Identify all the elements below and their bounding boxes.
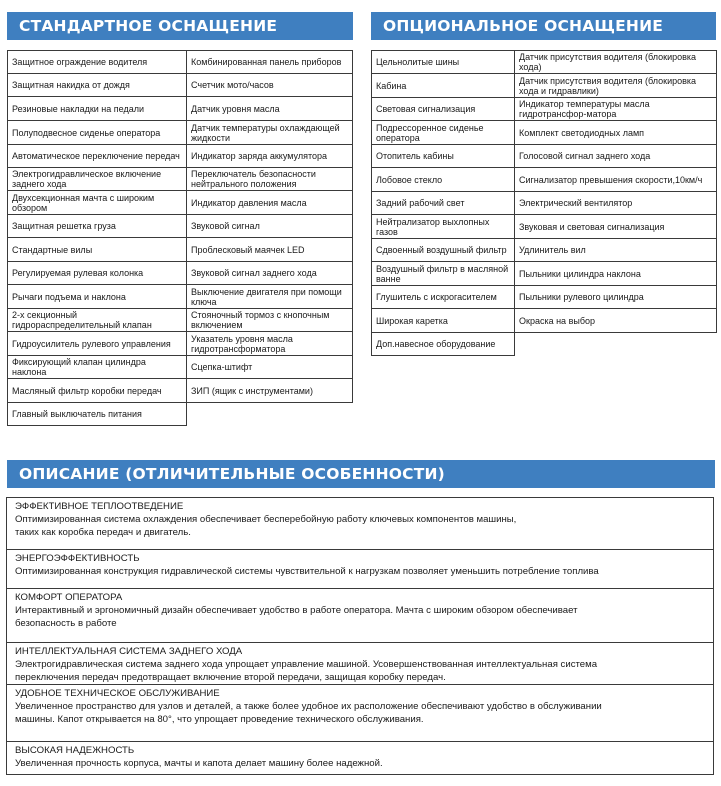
table-row xyxy=(372,98,717,121)
table-cell: Окраска на выбор xyxy=(515,309,717,333)
feature-title: ЭНЕРГОЭФФЕКТИВНОСТЬ xyxy=(15,553,140,564)
feature-section xyxy=(7,642,713,684)
description-box xyxy=(6,497,714,775)
table-row xyxy=(372,262,717,286)
table-cell: Стандартные вилы xyxy=(8,238,187,262)
table-cell: Электрогидравлическое включение заднего хода xyxy=(8,168,187,191)
feature-title: ВЫСОКАЯ НАДЕЖНОСТЬ xyxy=(15,745,135,756)
table-cell: Стояночный тормоз с кнопочным включением xyxy=(187,309,353,332)
table-cell: Масляный фильтр коробки передач xyxy=(8,379,187,403)
table-cell: Сигнализатор превышения скорости,10км/ч xyxy=(515,168,717,192)
feature-title: КОМФОРТ ОПЕРАТОРА xyxy=(15,592,123,603)
table-cell: Датчик присутствия водителя (блокировка хода) xyxy=(515,51,717,74)
table-row xyxy=(8,145,353,168)
feature-section xyxy=(7,549,713,588)
table-cell: Электрический вентилятор xyxy=(515,192,717,215)
table-cell: Сдвоенный воздушный фильтр xyxy=(372,239,515,262)
table-cell: Полуподвесное сиденье оператора xyxy=(8,121,187,145)
feature-section xyxy=(7,588,713,642)
table-row xyxy=(372,168,717,192)
table-row xyxy=(372,192,717,215)
table-cell: Регулируемая рулевая колонка xyxy=(8,262,187,285)
table-row xyxy=(372,121,717,145)
table-row xyxy=(8,97,353,121)
table-row xyxy=(8,309,353,332)
table-row xyxy=(8,262,353,285)
feature-section xyxy=(7,684,713,741)
table-row xyxy=(372,215,717,239)
table-cell: Датчик уровня масла xyxy=(187,97,353,121)
table-cell: Отопитель кабины xyxy=(372,145,515,168)
table-cell: Удлинитель вил xyxy=(515,239,717,262)
table-row xyxy=(372,145,717,168)
table-row xyxy=(8,332,353,356)
feature-text: Увеличенное пространство для узлов и деталей, а также более удобное их расположение обеспечивают удобство в обслуживании xyxy=(15,701,602,712)
table-cell: Лобовое стекло xyxy=(372,168,515,192)
table-cell: Звуковой сигнал заднего хода xyxy=(187,262,353,285)
table-row xyxy=(8,215,353,238)
table-cell: Пыльники рулевого цилиндра xyxy=(515,286,717,309)
optional-equipment-table xyxy=(371,50,717,356)
table-row xyxy=(372,74,717,98)
table-row xyxy=(8,403,353,426)
table-cell: Задний рабочий свет xyxy=(372,192,515,215)
feature-section xyxy=(7,498,713,549)
feature-text: переключения передач предотвращает включение второй передачи, защищая коробку передач. xyxy=(15,672,446,683)
table-row xyxy=(372,51,717,74)
table-cell: Комбинированная панель приборов xyxy=(187,51,353,74)
table-row xyxy=(8,285,353,309)
description-header: ОПИСАНИЕ (ОТЛИЧИТЕЛЬНЫЕ ОСОБЕННОСТИ) xyxy=(7,460,715,488)
table-cell: Нейтрализатор выхлопных газов xyxy=(372,215,515,239)
feature-text: таких как коробка передач и двигатель. xyxy=(15,527,191,538)
feature-title: ИНТЕЛЛЕКТУАЛЬНАЯ СИСТЕМА ЗАДНЕГО ХОДА xyxy=(15,646,243,657)
feature-text: Оптимизированная конструкция гидравлической системы чувствительной к нагрузкам позволяет уменьшить потребление топлива xyxy=(15,566,599,577)
table-row xyxy=(8,379,353,403)
table-cell: Световая сигнализация xyxy=(372,98,515,121)
table-cell: Датчик присутствия водителя (блокировка хода и гидравлики) xyxy=(515,74,717,98)
table-cell: Доп.навесное оборудование xyxy=(372,333,515,356)
standard-equipment-table xyxy=(7,50,353,426)
table-cell: Индикатор давления масла xyxy=(187,191,353,215)
table-cell: Индикатор температуры масла гидротрансфор-матора xyxy=(515,98,717,121)
table-cell xyxy=(515,333,717,356)
table-row xyxy=(8,238,353,262)
feature-text: Электрогидравлическая система заднего хода упрощает управление машиной. Усовершенствованная интеллектуальная система xyxy=(15,659,598,670)
table-row xyxy=(8,121,353,145)
table-cell: Главный выключатель питания xyxy=(8,403,187,426)
standard-equipment-header: СТАНДАРТНОЕ ОСНАЩЕНИЕ xyxy=(7,12,353,40)
table-cell: Проблесковый маячек LED xyxy=(187,238,353,262)
table-cell: Сцепка-штифт xyxy=(187,356,353,379)
table-row xyxy=(372,286,717,309)
feature-text: безопасность в работе xyxy=(15,618,117,629)
table-cell: Подрессоренное сиденье оператора xyxy=(372,121,515,145)
table-cell: Резиновые накладки на педали xyxy=(8,97,187,121)
table-row xyxy=(8,191,353,215)
table-cell: Защитная решетка груза xyxy=(8,215,187,238)
table-row xyxy=(8,356,353,379)
table-cell: Счетчик мото/часов xyxy=(187,74,353,97)
feature-text: Оптимизированная система охлаждения обеспечивает бесперебойную работу ключевых компонентов машины, xyxy=(15,514,517,525)
table-cell xyxy=(187,403,353,426)
table-cell: Указатель уровня масла гидротрансформатора xyxy=(187,332,353,356)
feature-title: УДОБНОЕ ТЕХНИЧЕСКОЕ ОБСЛУЖИВАНИЕ xyxy=(15,688,220,699)
table-cell: Пыльники цилиндра наклона xyxy=(515,262,717,286)
feature-text: Увеличенная прочность корпуса, мачты и капота делает машину более надежной. xyxy=(15,758,383,769)
table-cell: 2-х секционный гидрораспределительный клапан xyxy=(8,309,187,332)
table-cell: Гидроусилитель рулевого управления xyxy=(8,332,187,356)
table-cell: Звуковой сигнал xyxy=(187,215,353,238)
feature-section xyxy=(7,741,713,776)
feature-title: ЭФФЕКТИВНОЕ ТЕПЛООТВЕДЕНИЕ xyxy=(15,501,184,512)
feature-text: Интерактивный и эргономичный дизайн обеспечивает удобство в работе оператора. Мачта с широким обзором обеспечивает xyxy=(15,605,578,616)
table-cell: Комплект светодиодных ламп xyxy=(515,121,717,145)
table-cell: Автоматическое переключение передач xyxy=(8,145,187,168)
table-row xyxy=(8,168,353,191)
table-cell: Переключатель безопасности нейтрального положения xyxy=(187,168,353,191)
table-cell: Глушитель с искрогасителем xyxy=(372,286,515,309)
table-cell: Кабина xyxy=(372,74,515,98)
table-cell: Цельнолитые шины xyxy=(372,51,515,74)
optional-equipment-header: ОПЦИОНАЛЬНОЕ ОСНАЩЕНИЕ xyxy=(371,12,716,40)
table-cell: Датчик температуры охлаждающей жидкости xyxy=(187,121,353,145)
table-row xyxy=(8,51,353,74)
table-cell: Выключение двигателя при помощи ключа xyxy=(187,285,353,309)
table-cell: Звуковая и световая сигнализация xyxy=(515,215,717,239)
table-cell: Индикатор заряда аккумулятора xyxy=(187,145,353,168)
table-cell: Широкая каретка xyxy=(372,309,515,333)
feature-text: машины. Капот открывается на 80°, что упрощает проведение технического обслуживания. xyxy=(15,714,424,725)
table-cell: Рычаги подъема и наклона xyxy=(8,285,187,309)
table-row xyxy=(372,309,717,333)
table-cell: Голосовой сигнал заднего хода xyxy=(515,145,717,168)
table-row xyxy=(372,239,717,262)
table-cell: Фиксирующий клапан цилиндра наклона xyxy=(8,356,187,379)
table-cell: Защитная накидка от дождя xyxy=(8,74,187,97)
table-cell: Воздушный фильтр в масляной ванне xyxy=(372,262,515,286)
table-cell: Защитное ограждение водителя xyxy=(8,51,187,74)
table-cell: Двухсекционная мачта с широким обзором xyxy=(8,191,187,215)
table-cell: ЗИП (ящик с инструментами) xyxy=(187,379,353,403)
table-row xyxy=(372,333,717,356)
table-row xyxy=(8,74,353,97)
